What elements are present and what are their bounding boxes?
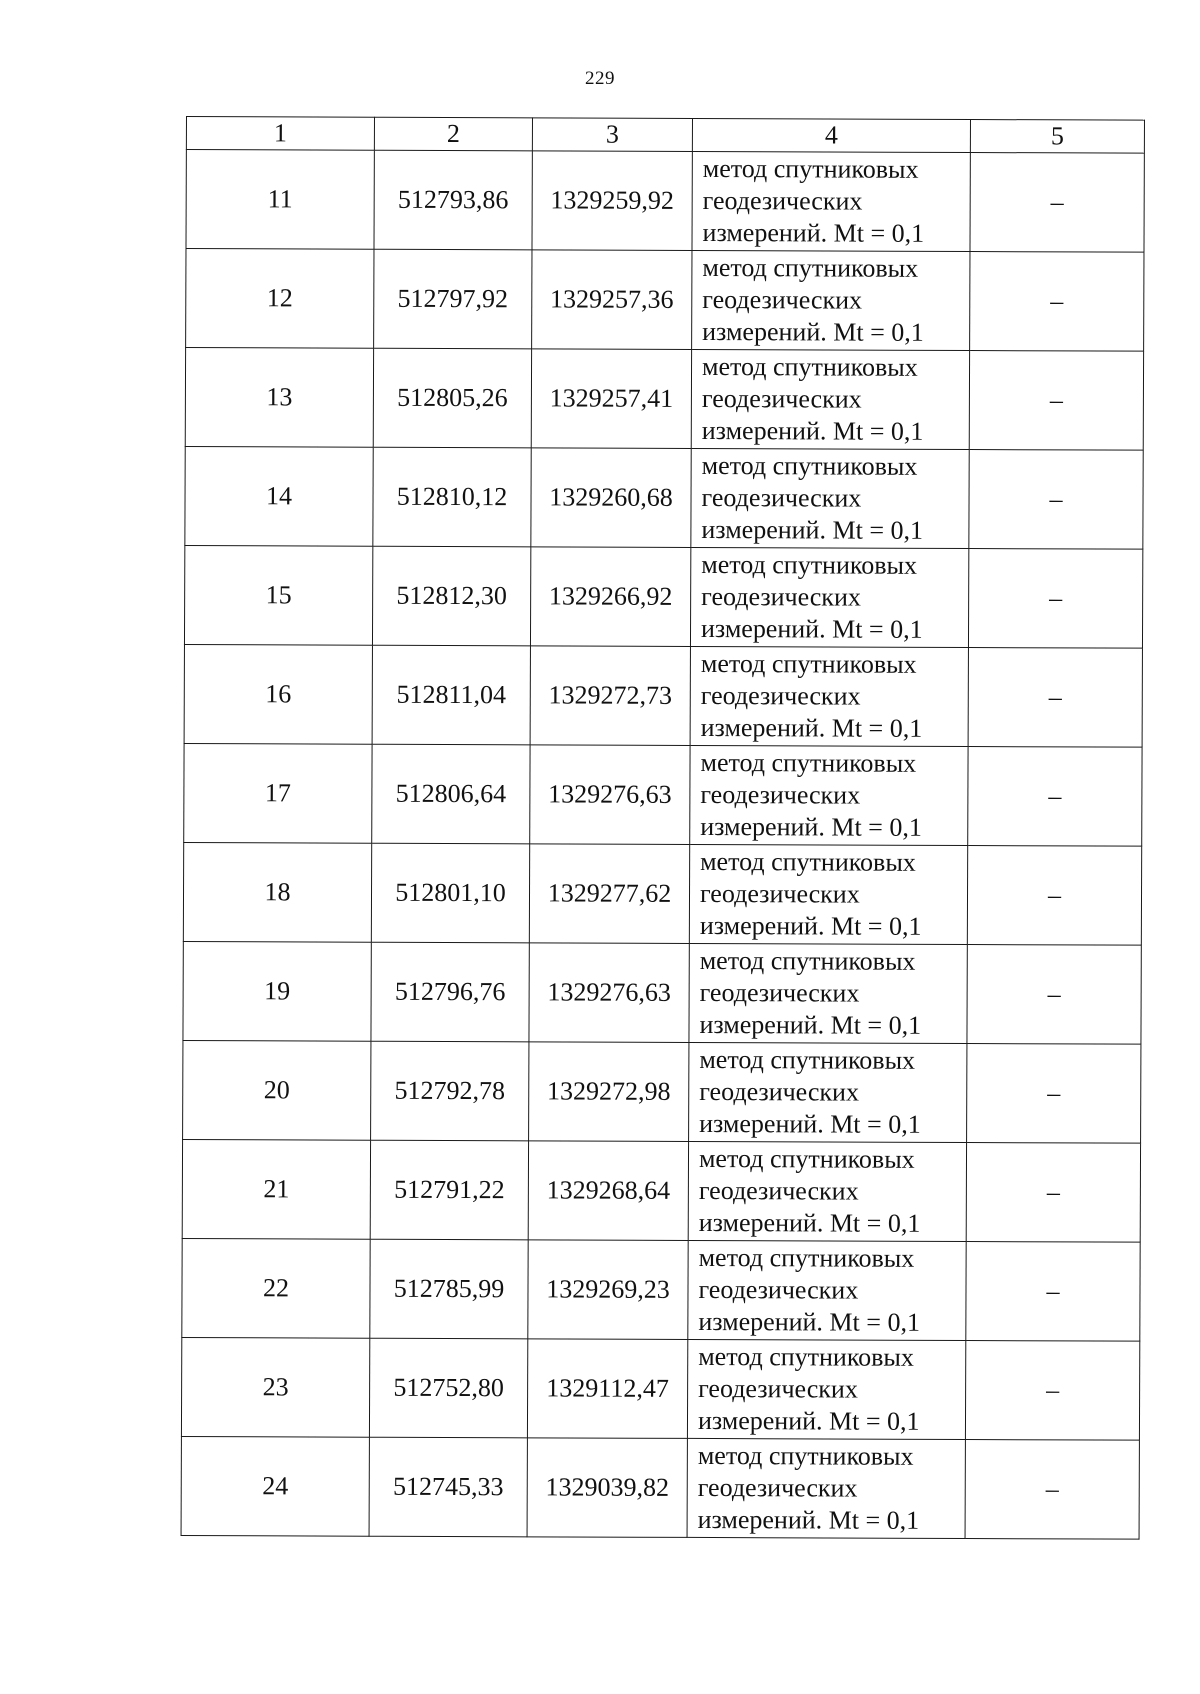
method-line-2: геодезических — [701, 383, 862, 414]
coordinate-x: 512792,78 — [371, 1041, 529, 1141]
method-line-3: измерений. Mt = 0,1 — [698, 1207, 921, 1238]
coordinate-y: 1329272,73 — [530, 646, 690, 746]
coordinate-x: 512805,26 — [373, 348, 531, 448]
note-cell: – — [968, 648, 1142, 748]
method-description — [692, 151, 970, 251]
coordinate-x: 512811,04 — [372, 645, 530, 745]
point-number: 11 — [186, 150, 374, 250]
header-col-1: 1 — [186, 117, 374, 151]
note-cell: – — [969, 450, 1143, 550]
note-cell: – — [967, 1044, 1141, 1144]
method-line-3: измерений. Mt = 0,1 — [699, 1009, 922, 1040]
method-description — [690, 547, 968, 647]
point-number: 23 — [181, 1337, 369, 1437]
coordinate-y: 1329257,36 — [532, 250, 692, 350]
point-number: 15 — [184, 545, 372, 645]
coordinate-y: 1329269,23 — [528, 1240, 688, 1340]
method-line-2: геодезических — [701, 581, 861, 612]
method-line-1: метод спутниковых — [700, 747, 917, 778]
method-line-1: метод спутниковых — [702, 252, 919, 283]
coordinate-x: 512810,12 — [373, 447, 531, 547]
method-line-3: измерений. Mt = 0,1 — [700, 613, 923, 644]
point-number: 21 — [182, 1139, 370, 1239]
coordinate-y: 1329268,64 — [528, 1141, 688, 1241]
note-cell: – — [970, 252, 1144, 352]
method-line-1: метод спутниковых — [698, 1242, 915, 1273]
table-row — [186, 150, 1144, 253]
coordinate-x: 512785,99 — [370, 1239, 528, 1339]
note-cell: – — [967, 846, 1141, 946]
coordinate-y: 1329260,68 — [531, 448, 691, 548]
point-number: 16 — [184, 644, 372, 744]
coordinate-y: 1329276,63 — [529, 943, 689, 1043]
note-cell: – — [965, 1440, 1139, 1540]
header-col-3: 3 — [532, 118, 692, 152]
note-cell: – — [968, 549, 1142, 649]
method-line-1: метод спутниковых — [698, 1341, 914, 1372]
method-line-2: геодезических — [699, 878, 860, 909]
method-line-2: геодезических — [702, 284, 863, 315]
point-number: 12 — [186, 249, 374, 349]
point-number: 13 — [185, 348, 373, 448]
method-line-3: измерений. Mt = 0,1 — [697, 1504, 920, 1535]
header-col-5: 5 — [970, 120, 1144, 154]
coordinates-table — [181, 116, 1145, 1540]
page-number: 229 — [585, 68, 615, 89]
point-number: 24 — [181, 1436, 369, 1536]
method-description — [689, 1042, 967, 1142]
coordinate-y: 1329272,98 — [529, 1042, 689, 1142]
note-cell: – — [969, 351, 1143, 451]
method-line-1: метод спутниковых — [698, 1143, 915, 1174]
method-line-1: метод спутниковых — [701, 450, 918, 481]
method-line-1: метод спутниковых — [700, 648, 917, 679]
table-row — [184, 644, 1142, 747]
method-line-3: измерений. Mt = 0,1 — [701, 415, 924, 446]
method-line-2: геодезических — [701, 482, 862, 513]
method-description — [687, 1339, 965, 1439]
table-body — [181, 150, 1144, 1540]
table-row — [186, 249, 1144, 352]
method-description — [688, 1240, 966, 1340]
table-row — [184, 743, 1142, 846]
method-line-3: измерений. Mt = 0,1 — [702, 316, 924, 347]
method-line-1: метод спутниковых — [699, 945, 916, 976]
coordinate-x: 512796,76 — [371, 942, 529, 1042]
header-col-4: 4 — [692, 118, 970, 152]
method-line-3: измерений. Mt = 0,1 — [700, 811, 922, 842]
point-number: 14 — [185, 446, 373, 546]
note-cell: – — [965, 1341, 1139, 1441]
method-description — [689, 844, 967, 944]
method-line-3: измерений. Mt = 0,1 — [699, 910, 922, 941]
method-line-2: геодезических — [698, 1373, 858, 1404]
method-line-2: геодезических — [702, 185, 863, 216]
method-description — [690, 745, 968, 845]
table-row — [183, 1040, 1141, 1143]
coordinate-x: 512797,92 — [374, 249, 532, 349]
coordinate-y: 1329276,63 — [530, 745, 690, 845]
method-line-2: геодезических — [699, 977, 860, 1008]
method-line-3: измерений. Mt = 0,1 — [702, 217, 925, 248]
method-description — [691, 349, 969, 449]
method-line-1: метод спутниковых — [701, 549, 918, 580]
note-cell: – — [968, 747, 1142, 847]
method-line-3: измерений. Mt = 0,1 — [698, 1306, 921, 1337]
table-row — [183, 941, 1141, 1044]
header-row — [186, 117, 1144, 154]
coordinate-x: 512806,64 — [372, 744, 530, 844]
method-line-2: геодезических — [697, 1472, 858, 1503]
table-row — [182, 1238, 1140, 1341]
method-line-2: геодезических — [698, 1274, 859, 1305]
method-line-1: метод спутниковых — [699, 1044, 916, 1075]
method-line-2: геодезических — [698, 1175, 859, 1206]
coordinate-x: 512745,33 — [369, 1437, 527, 1537]
coordinate-y: 1329277,62 — [529, 844, 689, 944]
coordinate-y: 1329257,41 — [531, 349, 691, 449]
method-line-1: метод спутниковых — [700, 846, 916, 877]
table-row — [181, 1337, 1139, 1440]
method-line-2: геодезических — [699, 1076, 860, 1107]
table-header — [186, 117, 1144, 154]
method-description — [687, 1438, 965, 1538]
method-line-1: метод спутниковых — [702, 153, 919, 184]
method-description — [691, 448, 969, 548]
coordinate-y: 1329259,92 — [532, 151, 692, 251]
method-description — [688, 1141, 966, 1241]
coordinate-x: 512812,30 — [372, 546, 530, 646]
coordinate-y: 1329039,82 — [527, 1438, 687, 1538]
table-row — [185, 348, 1143, 451]
note-cell: – — [970, 153, 1144, 253]
header-col-2: 2 — [374, 117, 532, 151]
method-line-2: геодезических — [700, 680, 861, 711]
point-number: 22 — [182, 1238, 370, 1338]
note-cell: – — [966, 1143, 1140, 1243]
coordinate-x: 512793,86 — [374, 150, 532, 250]
note-cell: – — [967, 945, 1141, 1045]
method-description — [689, 943, 967, 1043]
method-description — [690, 646, 968, 746]
table-row — [184, 545, 1142, 648]
point-number: 18 — [183, 842, 371, 942]
table-row — [182, 1139, 1140, 1242]
table-row — [181, 1436, 1139, 1539]
method-line-1: метод спутниковых — [697, 1440, 914, 1471]
method-line-3: измерений. Mt = 0,1 — [697, 1405, 920, 1436]
coordinate-x: 512752,80 — [369, 1338, 527, 1438]
point-number: 20 — [183, 1040, 371, 1140]
method-line-2: геодезических — [700, 779, 861, 810]
coordinate-x: 512791,22 — [370, 1140, 528, 1240]
method-line-3: измерений. Mt = 0,1 — [700, 712, 923, 743]
coordinate-y: 1329266,92 — [530, 547, 690, 647]
note-cell: – — [966, 1242, 1140, 1342]
method-line-3: измерений. Mt = 0,1 — [699, 1108, 921, 1139]
method-description — [692, 250, 970, 350]
table-row — [183, 842, 1141, 945]
table-row — [185, 446, 1143, 549]
point-number: 19 — [183, 941, 371, 1041]
point-number: 17 — [184, 743, 372, 843]
method-line-1: метод спутниковых — [701, 351, 918, 382]
coordinate-x: 512801,10 — [371, 843, 529, 943]
method-line-3: измерений. Mt = 0,1 — [701, 514, 924, 545]
coordinate-y: 1329112,47 — [527, 1339, 687, 1439]
